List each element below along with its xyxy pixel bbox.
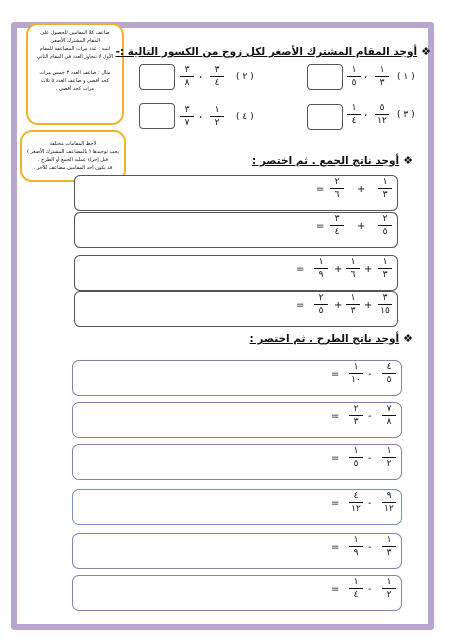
equals-sign: =	[296, 264, 305, 275]
fraction-bar	[210, 116, 224, 117]
numerator: ١	[386, 535, 392, 545]
denominator: ٨	[184, 78, 190, 88]
fraction	[347, 65, 361, 88]
fraction	[382, 577, 396, 600]
tip-line: قد يكون أحد المقامين مضاعف للآخر .	[33, 165, 113, 171]
item-label: ( ١ )	[397, 72, 415, 82]
tip-line: الأول لا تتجاوز العدد في المقام الثاني	[36, 54, 114, 60]
denominator: ٣	[386, 548, 392, 558]
item-label: ( ٣ )	[397, 110, 415, 120]
plus-sign: +	[364, 264, 373, 275]
fraction	[346, 257, 360, 280]
denominator: ١٢	[351, 504, 361, 514]
fraction	[349, 446, 363, 469]
fraction	[180, 65, 194, 88]
equals-sign: =	[331, 369, 340, 380]
fraction-bar	[349, 415, 363, 416]
comma: ،	[199, 110, 203, 121]
numerator: ١	[382, 257, 388, 267]
denominator: ٨	[386, 417, 392, 427]
tip-line: مرات كحد أقصى .	[55, 86, 95, 92]
denominator: ١٢	[377, 116, 387, 126]
fraction	[314, 293, 328, 316]
fraction-bar	[347, 114, 361, 115]
fraction	[330, 214, 344, 237]
fraction-bar	[378, 268, 392, 269]
star-bullet-icon: ❖	[421, 45, 431, 58]
fraction	[382, 535, 396, 558]
equals-sign: =	[331, 542, 340, 553]
heading-lcm	[116, 45, 431, 58]
minus-sign: -	[368, 542, 372, 553]
numerator: ١	[350, 257, 356, 267]
equals-sign: =	[296, 300, 305, 311]
fraction-bar	[382, 546, 396, 547]
fraction	[314, 257, 328, 280]
minus-sign: -	[368, 584, 372, 595]
fraction-bar	[382, 588, 396, 589]
fraction-bar	[349, 546, 363, 547]
fraction	[378, 214, 392, 237]
fraction-bar	[180, 76, 194, 77]
denominator: ٢	[214, 118, 220, 128]
numerator: ٣	[184, 105, 190, 115]
fraction-bar	[330, 225, 344, 226]
denominator: ٥	[353, 459, 359, 469]
denominator: ٣	[353, 417, 359, 427]
fraction	[210, 105, 224, 128]
denominator: ٩	[318, 270, 324, 280]
fraction	[210, 65, 224, 88]
numerator: ٢	[382, 214, 388, 224]
fraction	[378, 177, 392, 200]
tip-line: يجب توحيدها ( بالمضاعف المشترك الأصغر )	[27, 149, 119, 155]
denominator: ٣	[382, 190, 388, 200]
denominator: ٢	[386, 590, 392, 600]
denominator: ٥	[386, 375, 392, 385]
denominator: ٤	[353, 590, 359, 600]
fraction-bar	[314, 304, 328, 305]
problem-box-add-2	[74, 212, 398, 248]
equals-sign: =	[331, 584, 340, 595]
fraction-bar	[382, 502, 396, 503]
tip-line: مثال : ضاعف العدد ٣ خمس مرات	[39, 70, 111, 76]
equals-sign: =	[331, 453, 340, 464]
denominator: ٣	[382, 270, 388, 280]
denominator: ٥	[318, 306, 324, 316]
numerator: ١	[386, 446, 392, 456]
denominator: ٧	[184, 118, 190, 128]
fraction-bar	[180, 116, 194, 117]
plus-sign: +	[334, 264, 343, 275]
denominator: ٩	[353, 548, 359, 558]
fraction	[378, 257, 392, 280]
minus-sign: -	[368, 453, 372, 464]
fraction	[330, 177, 344, 200]
fraction	[375, 65, 389, 88]
fraction-bar	[210, 76, 224, 77]
denominator: ١٠	[351, 375, 361, 385]
numerator: ١	[379, 65, 385, 75]
numerator: ٣	[334, 214, 340, 224]
equals-sign: =	[316, 221, 325, 232]
denominator: ١٢	[384, 504, 394, 514]
numerator: ١	[382, 177, 388, 187]
numerator: ١	[353, 362, 359, 372]
heading-addition-text: أوجد ناتج الجمع . ثم اختصر :	[252, 155, 400, 167]
numerator: ١	[353, 446, 359, 456]
comma: ،	[364, 108, 368, 119]
numerator: ٥	[379, 103, 385, 113]
equals-sign: =	[316, 184, 325, 195]
fraction-bar	[330, 188, 344, 189]
fraction	[349, 404, 363, 427]
fraction-bar	[378, 188, 392, 189]
numerator: ١	[351, 103, 357, 113]
fraction	[375, 103, 389, 126]
fraction	[347, 103, 361, 126]
plus-sign: +	[357, 221, 366, 232]
denominator: ٦	[334, 190, 340, 200]
tip-line: ضاعف كلا المقامين للحصول على	[40, 30, 110, 36]
denominator: ٦	[350, 270, 356, 280]
tip-line: انتبه : عدد مرات المضاعفة للمقام	[39, 46, 111, 52]
minus-sign: -	[368, 369, 372, 380]
tip-line: قبل إجراء عملية الجمع أو الطرح .	[37, 157, 108, 163]
heading-subtraction	[249, 332, 413, 345]
numerator: ٧	[386, 404, 392, 414]
answer-box-lcm-1[interactable]	[307, 64, 343, 90]
comma: ،	[199, 70, 203, 81]
denominator: ٤	[214, 78, 220, 88]
fraction	[180, 105, 194, 128]
heading-addition	[252, 154, 413, 167]
fraction-bar	[378, 225, 392, 226]
fraction	[378, 293, 392, 316]
numerator: ٤	[386, 362, 392, 372]
fraction	[349, 362, 363, 385]
fraction-bar	[349, 588, 363, 589]
fraction-bar	[378, 304, 392, 305]
equals-sign: =	[331, 498, 340, 509]
comma: ،	[364, 70, 368, 81]
denominator: ١٥	[380, 306, 390, 316]
numerator: ١	[318, 257, 324, 267]
star-bullet-icon: ❖	[403, 154, 413, 167]
numerator: ٤	[353, 491, 359, 501]
fraction	[382, 446, 396, 469]
heading-subtraction-text: أوجد ناتج الطرح . ثم اختصر :	[249, 333, 400, 345]
fraction	[382, 491, 396, 514]
numerator: ٣	[382, 293, 388, 303]
tip-line: كحد أقصى و ضاعف العدد ٥ ثلاث	[40, 78, 110, 84]
numerator: ٩	[386, 491, 392, 501]
fraction-bar	[382, 373, 396, 374]
fraction	[349, 577, 363, 600]
problem-box-add-1	[74, 175, 398, 211]
denominator: ٥	[351, 78, 357, 88]
fraction-bar	[382, 457, 396, 458]
numerator: ١	[350, 293, 356, 303]
fraction-bar	[382, 415, 396, 416]
answer-box-lcm-3[interactable]	[307, 104, 343, 130]
numerator: ٢	[318, 293, 324, 303]
denominator: ٣	[379, 78, 385, 88]
fraction-bar	[346, 304, 360, 305]
tip-line: المقام المشترك الأصغر.	[49, 38, 101, 44]
fraction-bar	[349, 373, 363, 374]
numerator: ٢	[353, 404, 359, 414]
numerator: ١	[214, 105, 220, 115]
fraction-bar	[375, 76, 389, 77]
fraction-bar	[347, 76, 361, 77]
tip-lcm	[26, 23, 124, 125]
minus-sign: -	[368, 411, 372, 422]
equals-sign: =	[331, 411, 340, 422]
numerator: ٣	[184, 65, 190, 75]
denominator: ٥	[382, 227, 388, 237]
numerator: ١	[351, 65, 357, 75]
fraction-bar	[346, 268, 360, 269]
denominator: ٣	[350, 306, 356, 316]
denominator: ٤	[334, 227, 340, 237]
fraction-bar	[349, 502, 363, 503]
tip-line: .	[74, 62, 76, 68]
numerator: ٢	[334, 177, 340, 187]
star-bullet-icon: ❖	[403, 332, 413, 345]
numerator: ١	[353, 577, 359, 587]
tip-line: لاحظ المقامات مختلفة	[49, 141, 97, 147]
minus-sign: -	[368, 498, 372, 509]
plus-sign: +	[357, 184, 366, 195]
numerator: ٣	[214, 65, 220, 75]
denominator: ٢	[386, 459, 392, 469]
plus-sign: +	[334, 300, 343, 311]
fraction-bar	[349, 457, 363, 458]
heading-lcm-text: أوجد المقام المشترك الأصغر لكل زوج من الكسور التالية :-	[115, 46, 418, 58]
item-label: ( ٤ )	[236, 112, 254, 122]
denominator: ٤	[351, 116, 357, 126]
answer-box-lcm-4[interactable]	[139, 103, 175, 129]
fraction	[346, 293, 360, 316]
fraction	[349, 535, 363, 558]
fraction	[382, 362, 396, 385]
fraction-bar	[314, 268, 328, 269]
fraction	[382, 404, 396, 427]
numerator: ١	[353, 535, 359, 545]
numerator: ١	[386, 577, 392, 587]
item-label: ( ٢ )	[236, 72, 254, 82]
fraction	[349, 491, 363, 514]
fraction-bar	[375, 114, 389, 115]
plus-sign: +	[364, 300, 373, 311]
answer-box-lcm-2[interactable]	[139, 64, 175, 90]
